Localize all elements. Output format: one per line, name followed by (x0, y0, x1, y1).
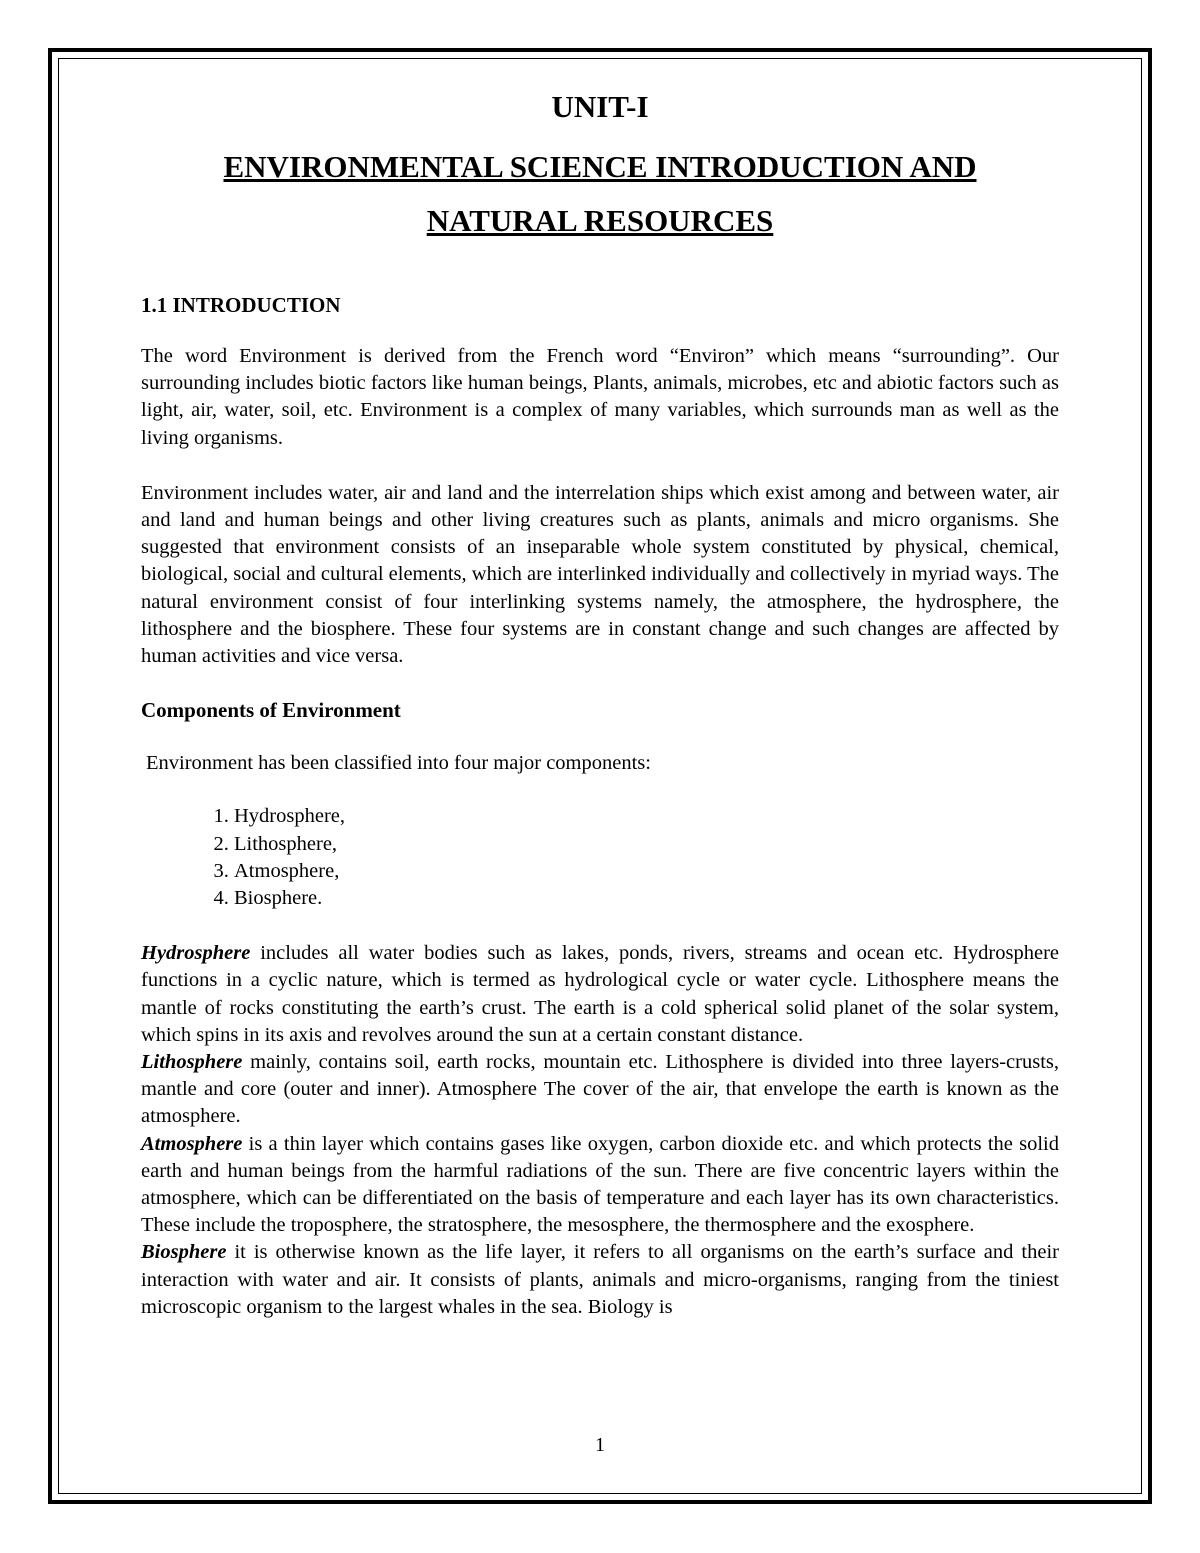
lithosphere-text: mainly, contains soil, earth rocks, mountain etc. Lithosphere is divided into three layers-crusts, mantle and core (outer and inner). Atmosphere The cover of the air, that envelope the earth is known as the atmosphere. (141, 1051, 1059, 1128)
hydrosphere-term: Hydrosphere (141, 942, 251, 965)
list-item: 1. Hydrosphere, (234, 803, 1059, 830)
introduction-paragraph-2: Environment includes water, air and land and the interrelation ships which exist among and between water, air and land and human beings and other living creatures such as plants, animals and micro organisms. She suggested that environment consists of an inseparable whole system constituted by physical, chemical, biological, social and cultural elements, which are interlinked individually and collectively in myriad ways. The natural environment consist of four interlinking systems namely, the atmosphere, the hydrosphere, the lithosphere and the biosphere. These four systems are in constant change and such changes are affected by human activities and vice versa. (141, 481, 1059, 668)
introduction-paragraph-1: The word Environment is derived from the French word “Environ” which means “surrounding”. Our surrounding includes biotic factors like human beings, Plants, animals, microbes, etc and abiotic factors such as light, air, water, soil, etc. Environment is a complex of many variables, which surrounds man as well as the living organisms. (141, 345, 1059, 449)
lithosphere-term: Lithosphere (141, 1051, 243, 1074)
biosphere-text: it is otherwise known as the life layer, it refers to all organisms on the earth’s surface and their interaction with water and air. It consists of plants, animals and micro-organisms, ranging from the tiniest microscopic organism to the largest whales in the sea. Biology is (141, 1241, 1059, 1318)
biosphere-paragraph (141, 1239, 1059, 1321)
components-list (141, 803, 1059, 912)
page-number: 1 (595, 1434, 605, 1456)
list-item: 3. Atmosphere, (234, 858, 1059, 885)
hydrosphere-paragraph (141, 940, 1059, 1049)
lithosphere-paragraph (141, 1049, 1059, 1131)
components-heading: Components of Environment (141, 698, 401, 723)
title-line-1: ENVIRONMENTAL SCIENCE INTRODUCTION AND (223, 149, 977, 184)
atmosphere-paragraph (141, 1131, 1059, 1240)
hydrosphere-text: includes all water bodies such as lakes, ponds, rivers, streams and ocean etc. Hydrosphere functions in a cyclic nature, which is termed as hydrological cycle or water cycle. Lithosphere means the mantle of rocks constituting the earth’s crust. The earth is a cold spherical solid planet of the solar system, which spins in its axis and revolves around the sun at a certain constant distance. (141, 942, 1059, 1046)
components-intro: Environment has been classified into four major components: (146, 752, 651, 775)
atmosphere-term: Atmosphere (141, 1132, 243, 1155)
list-item: 4. Biosphere. (234, 885, 1059, 912)
document-title (141, 140, 1059, 248)
title-line-2: NATURAL RESOURCES (426, 203, 774, 238)
document-body (141, 84, 1059, 1321)
atmosphere-text: is a thin layer which contains gases like oxygen, carbon dioxide etc. and which protects the solid earth and human beings from the harmful radiations of the sun. There are five concentric layers within the atmosphere, which can be differentiated on the basis of temperature and each layer has its own characteristics. These include the troposphere, the stratosphere, the mesosphere, the thermosphere and the exosphere. (141, 1132, 1059, 1237)
introduction-heading: 1.1 INTRODUCTION (141, 293, 341, 317)
biosphere-term: Biosphere (141, 1241, 227, 1264)
unit-heading: UNIT-I (551, 89, 649, 124)
list-item: 2. Lithosphere, (234, 831, 1059, 858)
